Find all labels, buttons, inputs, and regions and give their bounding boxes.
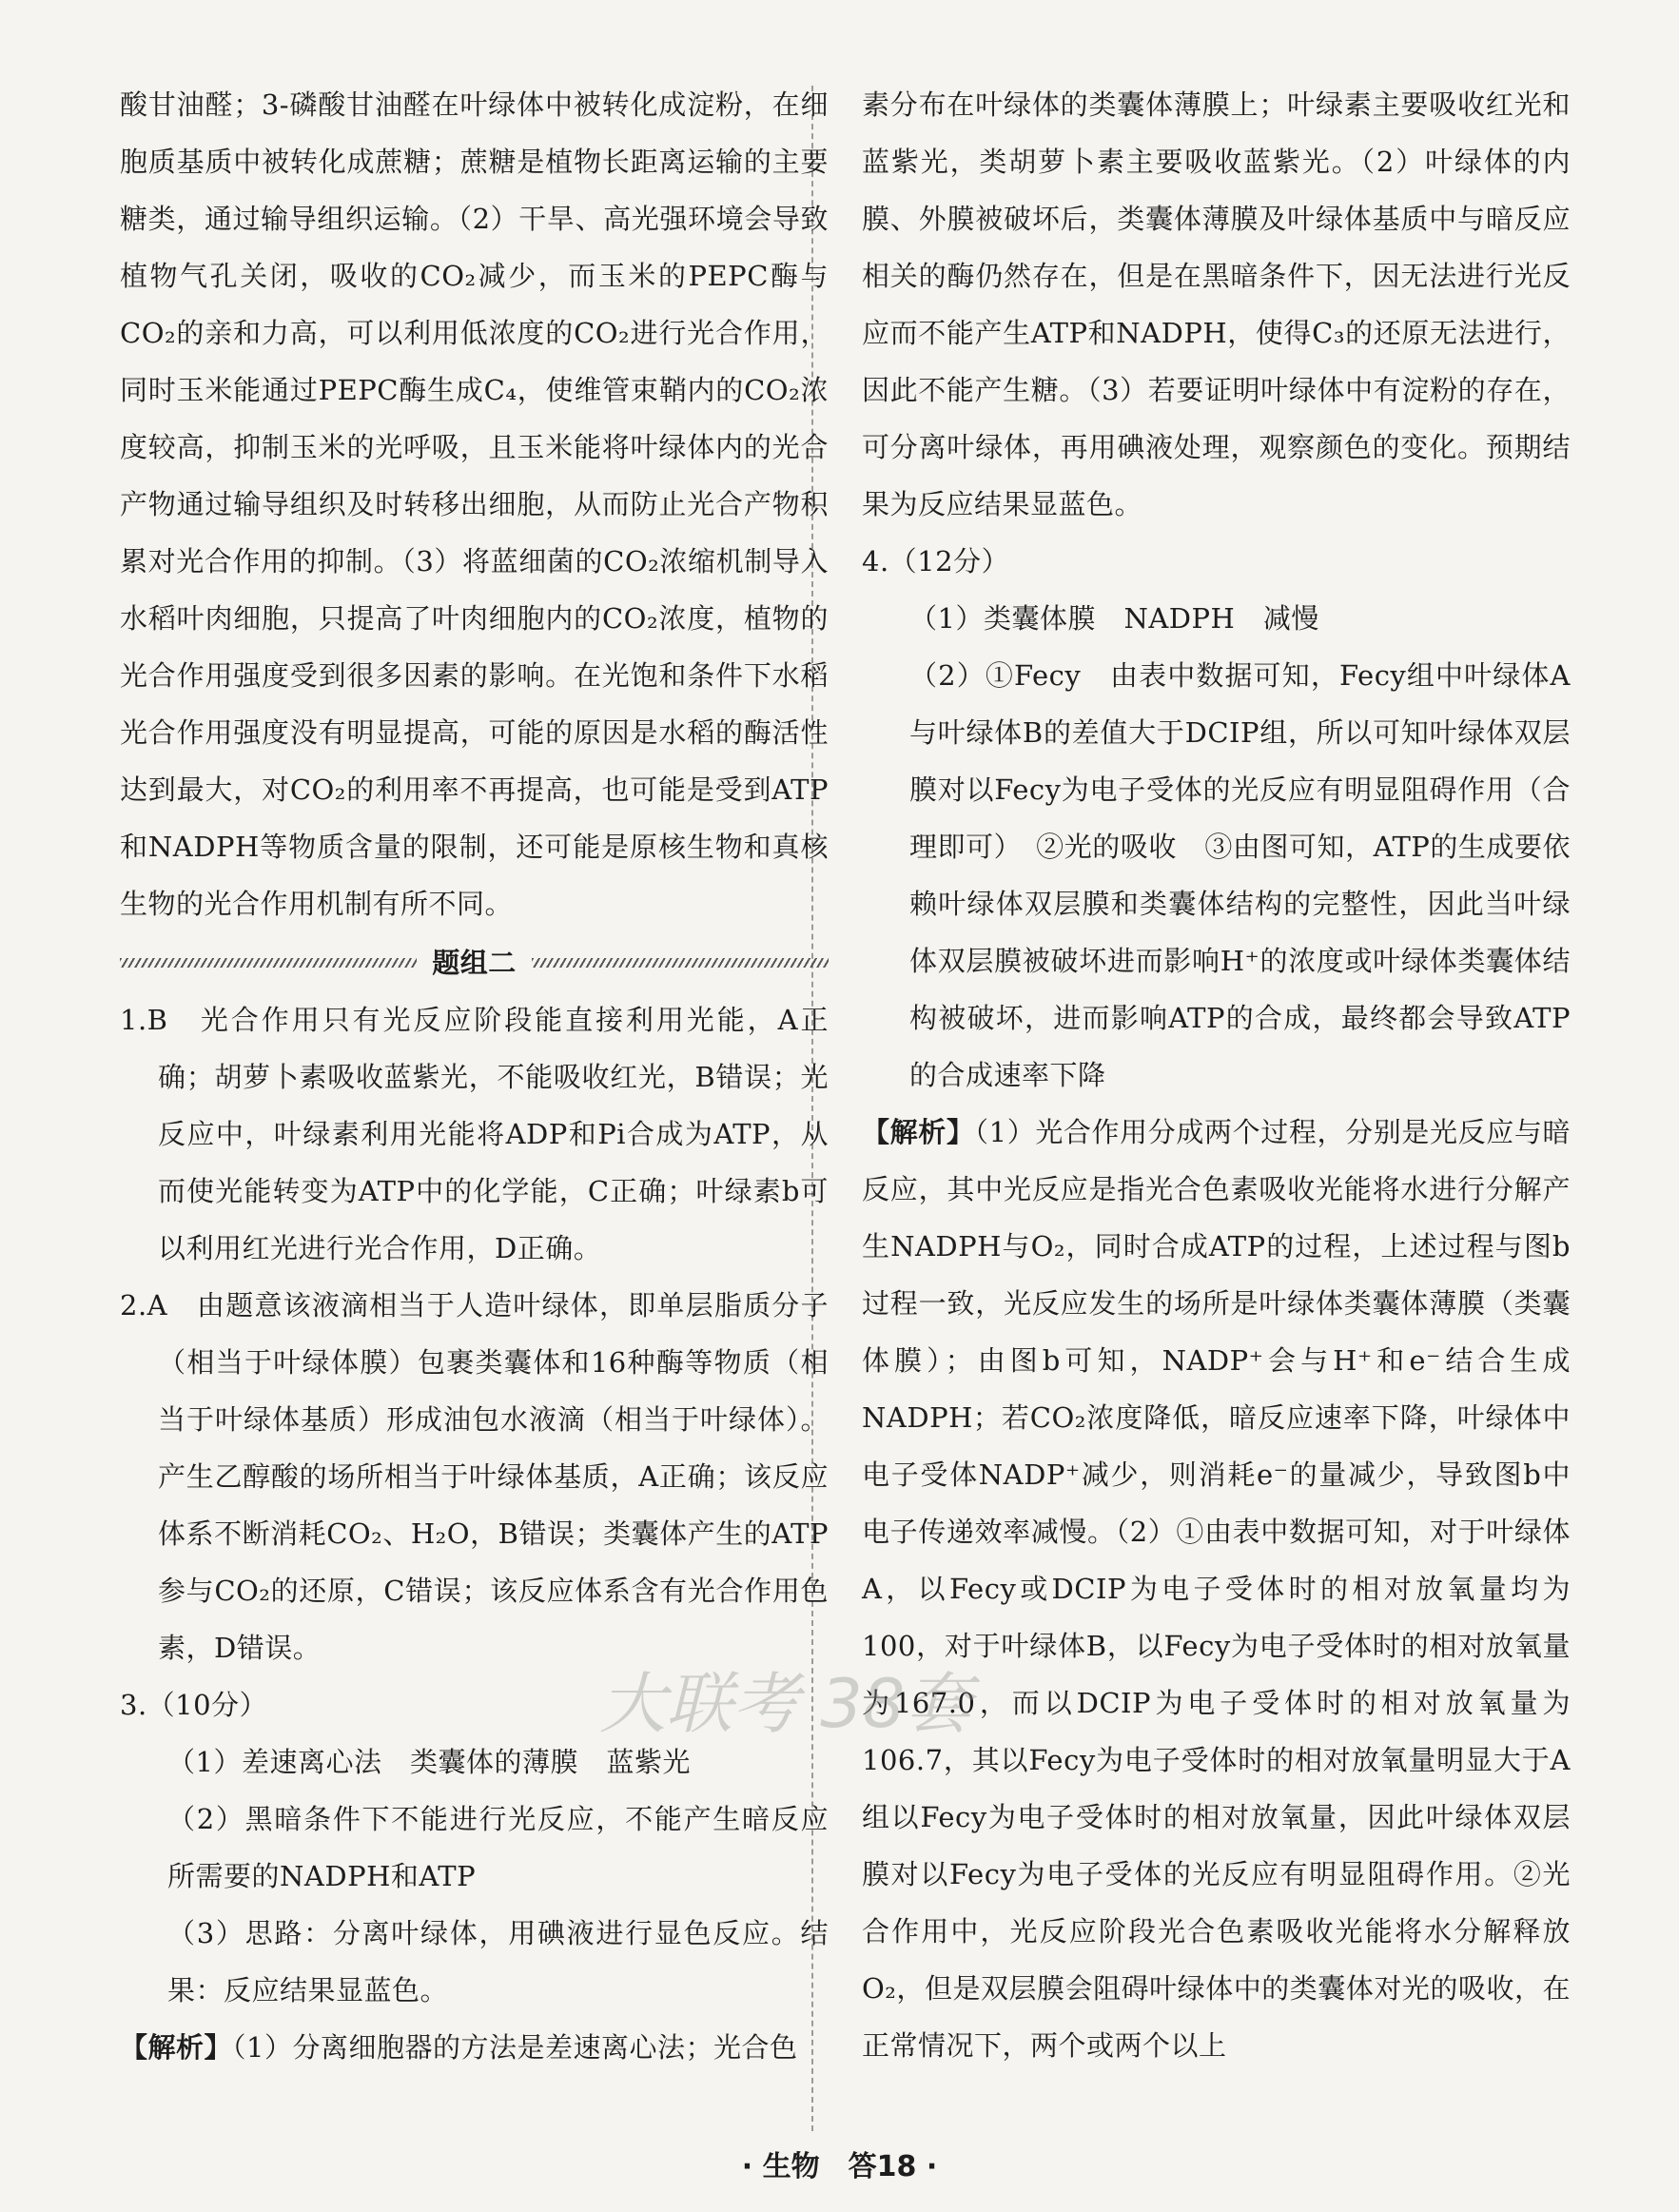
answer-3-part-2: （2）黑暗条件下不能进行光反应，不能产生暗反应所需要的NADPH和ATP	[167, 1803, 829, 1892]
page-footer: · 生物 答18 ·	[741, 2150, 938, 2183]
answer-4-part-1: （1）类囊体膜 NADPH 减慢	[909, 602, 1319, 635]
answer-3-part-1: （1）差速离心法 类囊体的薄膜 蓝紫光	[167, 1746, 691, 1778]
answer-4-analysis	[862, 1104, 1571, 2074]
right-column	[862, 76, 1571, 2074]
answer-3-heading: 3.（10分）	[120, 1689, 268, 1721]
answer-1: 1.B 光合作用只有光反应阶段能直接利用光能，A正确；胡萝卜素吸收蓝紫光，不能吸收红光，B错误；光反应中，叶绿素利用光能将ADP和Pi合成为ATP，从而使光能转变为ATP中的化学能，C正确；叶绿素b可以利用红光进行光合作用，D正确。	[120, 1004, 829, 1264]
answer-4-part-2: （2）①Fecy 由表中数据可知，Fecy组中叶绿体A与叶绿体B的差值大于DCIP组，所以可知叶绿体双层膜对以Fecy为电子受体的光反应有明显阻碍作用（合理即可） ②光的吸收 ③由图可知，ATP的生成要依赖叶绿体双层膜和类囊体结构的完整性，因此当叶绿体双层膜被破坏进而影响H⁺的浓度或叶绿体类囊体结构被破坏，进而影响ATP的合成，最终都会导致ATP的合成速率下降	[909, 659, 1571, 1091]
group-heading-title: 题组二	[432, 947, 517, 979]
watermark-text: 大联考 38套	[599, 1665, 972, 1743]
answer-3-analysis-text: （1）分离细胞器的方法是差速离心法；光合色	[232, 2031, 798, 2064]
left-column	[120, 76, 829, 2076]
analysis-tag: 【解析】	[120, 2031, 233, 2064]
group-heading	[120, 934, 829, 991]
right-paragraph-continued: 素分布在叶绿体的类囊体薄膜上；叶绿素主要吸收红光和蓝紫光，类胡萝卜素主要吸收蓝紫光。（2）叶绿体的内膜、外膜被破坏后，类囊体薄膜及叶绿体基质中与暗反应相关的酶仍然存在，但是在黑暗条件下，因无法进行光反应而不能产生ATP和NADPH，使得C₃的还原无法进行，因此不能产生糖。（3）若要证明叶绿体中有淀粉的存在，可分离叶绿体，再用碘液处理，观察颜色的变化。预期结果为反应结果显蓝色。	[862, 88, 1571, 520]
answer-3-part-3: （3）思路：分离叶绿体，用碘液进行显色反应。结果：反应结果显蓝色。	[167, 1917, 829, 2006]
answer-3-analysis	[120, 2019, 829, 2076]
group-heading-rule-right	[532, 958, 829, 968]
answer-4-heading: 4.（12分）	[862, 545, 1010, 577]
answer-4-analysis-text: （1）光合作用分成两个过程，分别是光反应与暗反应，其中光反应是指光合色素吸收光能将水进行分解产生NADPH与O₂，同时合成ATP的过程，上述过程与图b过程一致，光反应发生的场所是叶绿体类囊体薄膜（类囊体膜）；由图b可知，NADP⁺会与H⁺和e⁻结合生成NADPH；若CO₂浓度降低，暗反应速率下降，叶绿体中电子受体NADP⁺减少，则消耗e⁻的量减少，导致图b中电子传递效率减慢。（2）①由表中数据可知，对于叶绿体A，以Fecy或DCIP为电子受体时的相对放氧量均为100，对于叶绿体B，以Fecy为电子受体时的相对放氧量为167.0，而以DCIP为电子受体时的相对放氧量为106.7，其以Fecy为电子受体时的相对放氧量明显大于A组以Fecy为电子受体时的相对放氧量，因此叶绿体双层膜对以Fecy为电子受体的光反应有明显阻碍作用。②光合作用中，光反应阶段光合色素吸收光能将水分解释放O₂，但是双层膜会阻碍叶绿体中的类囊体对光的吸收，在正常情况下，两个或两个以上	[862, 1116, 1571, 2062]
left-paragraph-continued: 酸甘油醛；3-磷酸甘油醛在叶绿体中被转化成淀粉，在细胞质基质中被转化成蔗糖；蔗糖是植物长距离运输的主要糖类，通过输导组织运输。（2）干旱、高光强环境会导致植物气孔关闭，吸收的CO₂减少，而玉米的PEPC酶与CO₂的亲和力高，可以利用低浓度的CO₂进行光合作用，同时玉米能通过PEPC酶生成C₄，使维管束鞘内的CO₂浓度较高，抑制玉米的光呼吸，且玉米能将叶绿体内的光合产物通过输导组织及时转移出细胞，从而防止光合产物积累对光合作用的抑制。（3）将蓝细菌的CO₂浓缩机制导入水稻叶肉细胞，只提高了叶肉细胞内的CO₂浓度，植物的光合作用强度受到很多因素的影响。在光饱和条件下水稻光合作用强度没有明显提高，可能的原因是水稻的酶活性达到最大，对CO₂的利用率不再提高，也可能是受到ATP和NADPH等物质含量的限制，还可能是原核生物和真核生物的光合作用机制有所不同。	[120, 88, 829, 920]
analysis-tag: 【解析】	[862, 1116, 975, 1148]
group-heading-rule-left	[120, 958, 417, 968]
answer-2: 2.A 由题意该液滴相当于人造叶绿体，即单层脂质分子（相当于叶绿体膜）包裹类囊体和16种酶等物质（相当于叶绿体基质）形成油包水液滴（相当于叶绿体）。产生乙醇酸的场所相当于叶绿体基质，A正确；该反应体系不断消耗CO₂、H₂O，B错误；类囊体产生的ATP参与CO₂的还原，C错误；该反应体系含有光合作用色素，D错误。	[120, 1289, 829, 1664]
